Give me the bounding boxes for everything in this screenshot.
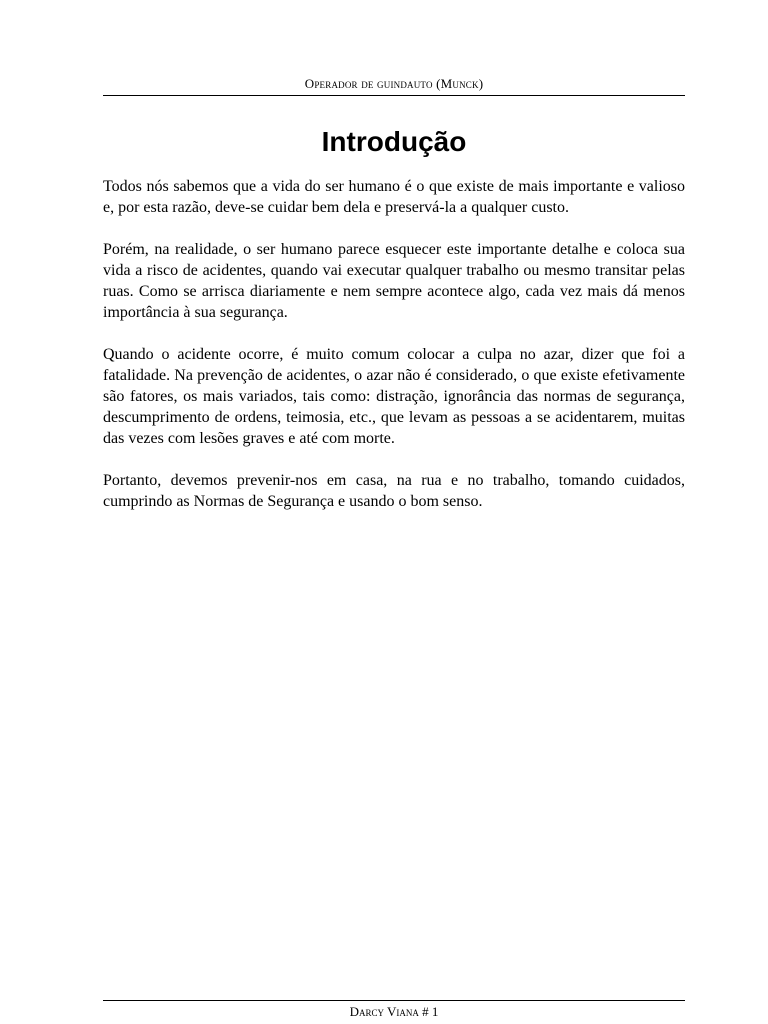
paragraph-2: Porém, na realidade, o ser humano parece esquecer este importante detalhe e coloca sua vida a risco de acidentes, quando vai executar qualquer trabalho ou mesmo transitar pelas ruas. Como se arrisca diariamente e nem sempre acontece algo, cada vez mais dá menos importância à sua segurança. xyxy=(103,241,685,321)
footer-divider xyxy=(103,1000,685,1001)
header-divider xyxy=(103,95,685,96)
paragraph-1: Todos nós sabemos que a vida do ser humano é o que existe de mais importante e valioso e, por esta razão, deve-se cuidar bem dela e preservá-la a qualquer custo. xyxy=(103,178,685,216)
page-title: Introdução xyxy=(321,126,467,157)
running-footer: Darcy Viana # 1 xyxy=(349,1004,439,1019)
paragraph-3: Quando o acidente ocorre, é muito comum colocar a culpa no azar, dizer que foi a fatalidade. Na prevenção de acidentes, o azar não é considerado, o que existe efetivamente são fatores, os mais variados, tais como: distração, ignorância das normas de segurança, descumprimento de ordens, teimosia, etc., que levam as pessoas a se acidentarem, muitas das vezes com lesões graves e até com morte. xyxy=(103,346,685,447)
body-text xyxy=(103,176,685,533)
paragraph-4: Portanto, devemos prevenir-nos em casa, na rua e no trabalho, tomando cuidados, cumprindo as Normas de Segurança e usando o bom senso. xyxy=(103,472,685,510)
running-header: Operador de guindauto (Munck) xyxy=(304,76,484,91)
